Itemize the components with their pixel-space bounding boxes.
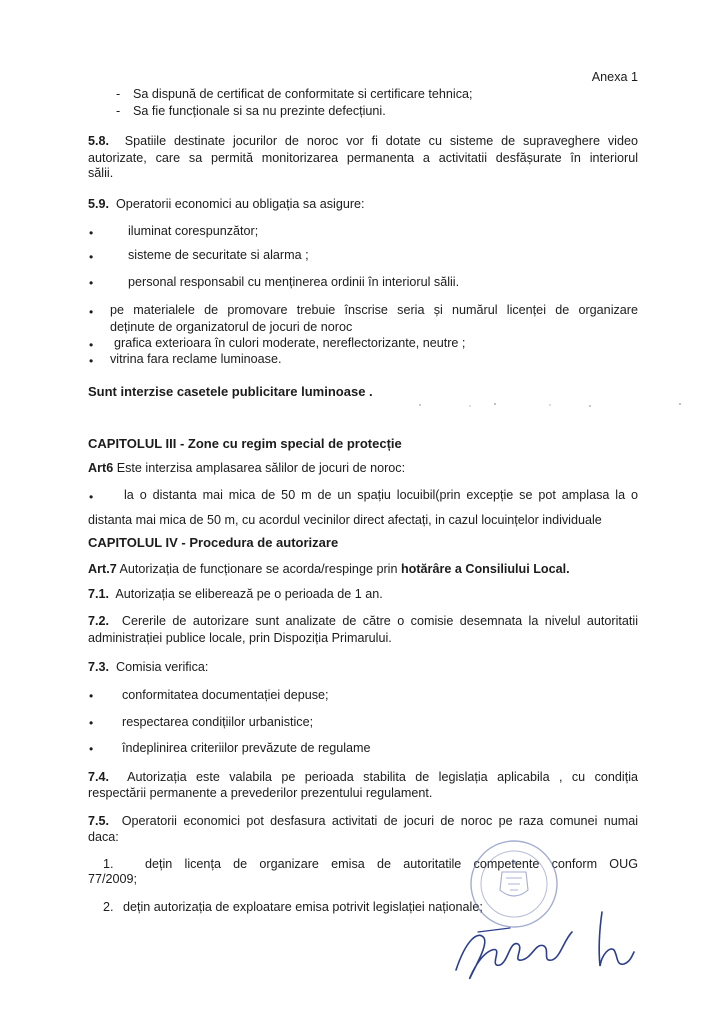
art6-bullet-line-1: la o distanta mai mica de 50 m de un spațiu locuibil(prin excepție se pot amplasa la o [124, 488, 638, 502]
paragraph-7-5-text: Operatorii economici pot desfasura activitati de jocuri de noroc pe raza comunei numai [121, 814, 638, 828]
paragraph-7-3 [88, 660, 638, 676]
annex-label: Anexa 1 [591, 70, 638, 84]
list-item: respectarea condițiilor urbanistice; [122, 715, 314, 729]
bullet-marker: • [89, 354, 94, 368]
article-label: Art6 [88, 461, 114, 475]
section-5-8-line-1 [88, 134, 638, 150]
dash-marker: - [116, 104, 121, 118]
numbered-item-1-line-1: dețin licența de organizare emisa de autoritatile competente conform OUG [145, 857, 638, 871]
list-number: 2. [103, 900, 114, 914]
bullet-marker: • [89, 276, 94, 290]
paragraph-7-4-line-2: respectării permanente a prevederilor prezentului regulament. [88, 786, 433, 800]
signature-mark [588, 906, 638, 976]
section-number: 5.9. [88, 197, 110, 211]
section-number: 7.3. [88, 660, 110, 674]
list-item: vitrina fara reclame luminoase. [110, 352, 282, 366]
paragraph-7-1 [88, 587, 638, 603]
paragraph-7-2-text: Cererile de autorizare sunt analizate de către o comisie desemnata la nivelul autoritatii [121, 614, 639, 628]
paragraph-7-1-text: Autorizația se eliberează pe o perioada de 1 an. [115, 587, 383, 601]
paragraph-7-3-text: Comisia verifica: [116, 660, 209, 674]
art7-text: Autorizația de funcționare se acorda/respinge prin [119, 562, 398, 576]
list-item: iluminat corespunzător; [128, 224, 259, 238]
bullet-marker: • [89, 250, 94, 264]
paragraph-7-5-line-1 [88, 814, 638, 830]
section-5-8-text: Spatiile destinate jocurilor de noroc vor fi dotate cu sisteme de supraveghere video [124, 134, 638, 148]
promo-line-1: pe materialele de promovare trebuie înscrise seria și numărul licenței de organizare [110, 303, 638, 317]
list-item: personal responsabil cu menținerea ordinii în interiorul sălii. [128, 275, 460, 289]
bullet-marker: • [89, 338, 94, 352]
paragraph-7-2-line-1 [88, 614, 638, 630]
section-number: 7.4. [88, 770, 110, 784]
section-number: 5.8. [88, 134, 110, 148]
prohibition-statement: Sunt interzise casetele publicitare luminoase . [88, 384, 373, 399]
scan-specks [400, 401, 700, 409]
bullet-marker: • [89, 490, 94, 504]
section-number: 7.1. [88, 587, 110, 601]
paragraph-7-4-line-1 [88, 770, 638, 786]
section-5-8-line-2: autorizate, care sa permită monitorizarea permanenta a activitatii desfășurate în interiorul [88, 151, 638, 165]
paragraph-7-4-text: Autorizația este valabila pe perioada stabilita de legislația aplicabila , cu condiția [127, 770, 638, 784]
section-5-8-line-3: sălii. [88, 166, 114, 180]
list-item: conformitatea documentației depuse; [122, 688, 329, 702]
bullet-marker: • [89, 742, 94, 756]
section-5-9-line [88, 197, 638, 213]
art6-text: Este interzisa amplasarea sălilor de jocuri de noroc: [116, 461, 406, 475]
intro-dash-item: Sa dispună de certificat de conformitate si certificare tehnica; [133, 87, 473, 101]
promo-line-2: deținute de organizatorul de jocuri de noroc [110, 320, 353, 334]
bullet-marker: • [89, 226, 94, 240]
art6-line [88, 461, 638, 477]
chapter-4-title: CAPITOLUL IV - Procedura de autorizare [88, 535, 339, 550]
section-5-9-text: Operatorii economici au obligația sa asigure: [116, 197, 365, 211]
list-item: sisteme de securitate si alarma ; [128, 248, 309, 262]
section-number: 7.2. [88, 614, 110, 628]
art6-bullet-line-2: distanta mai mica de 50 m, cu acordul vecinilor direct afectați, in cazul locuințelor individuale [88, 513, 602, 527]
signature-mark [448, 910, 578, 985]
article-label: Art.7 [88, 562, 117, 576]
paragraph-7-5-line-2: daca: [88, 830, 119, 844]
bullet-marker: • [89, 689, 94, 703]
numbered-item-2: dețin autorizația de exploatare emisa potrivit legislației naționale; [123, 900, 483, 914]
art7-line [88, 562, 638, 578]
section-number: 7.5. [88, 814, 110, 828]
intro-dash-item: Sa fie funcționale si sa nu prezinte defecțiuni. [133, 104, 386, 118]
bullet-marker: • [89, 716, 94, 730]
art7-bold-text: hotărâre a Consiliului Local. [400, 562, 570, 576]
list-number: 1. [103, 857, 114, 871]
list-item: grafica exterioara în culori moderate, nereflectorizante, neutre ; [114, 336, 466, 350]
numbered-item-1-line-2: 77/2009; [88, 872, 138, 886]
dash-marker: - [116, 87, 121, 101]
paragraph-7-2-line-2: administrației publice locale, prin Dispoziția Primarului. [88, 631, 392, 645]
chapter-3-title: CAPITOLUL III - Zone cu regim special de protecție [88, 436, 402, 451]
bullet-marker: • [89, 305, 94, 319]
list-item: îndeplinirea criteriilor prevăzute de regulame [122, 741, 371, 755]
